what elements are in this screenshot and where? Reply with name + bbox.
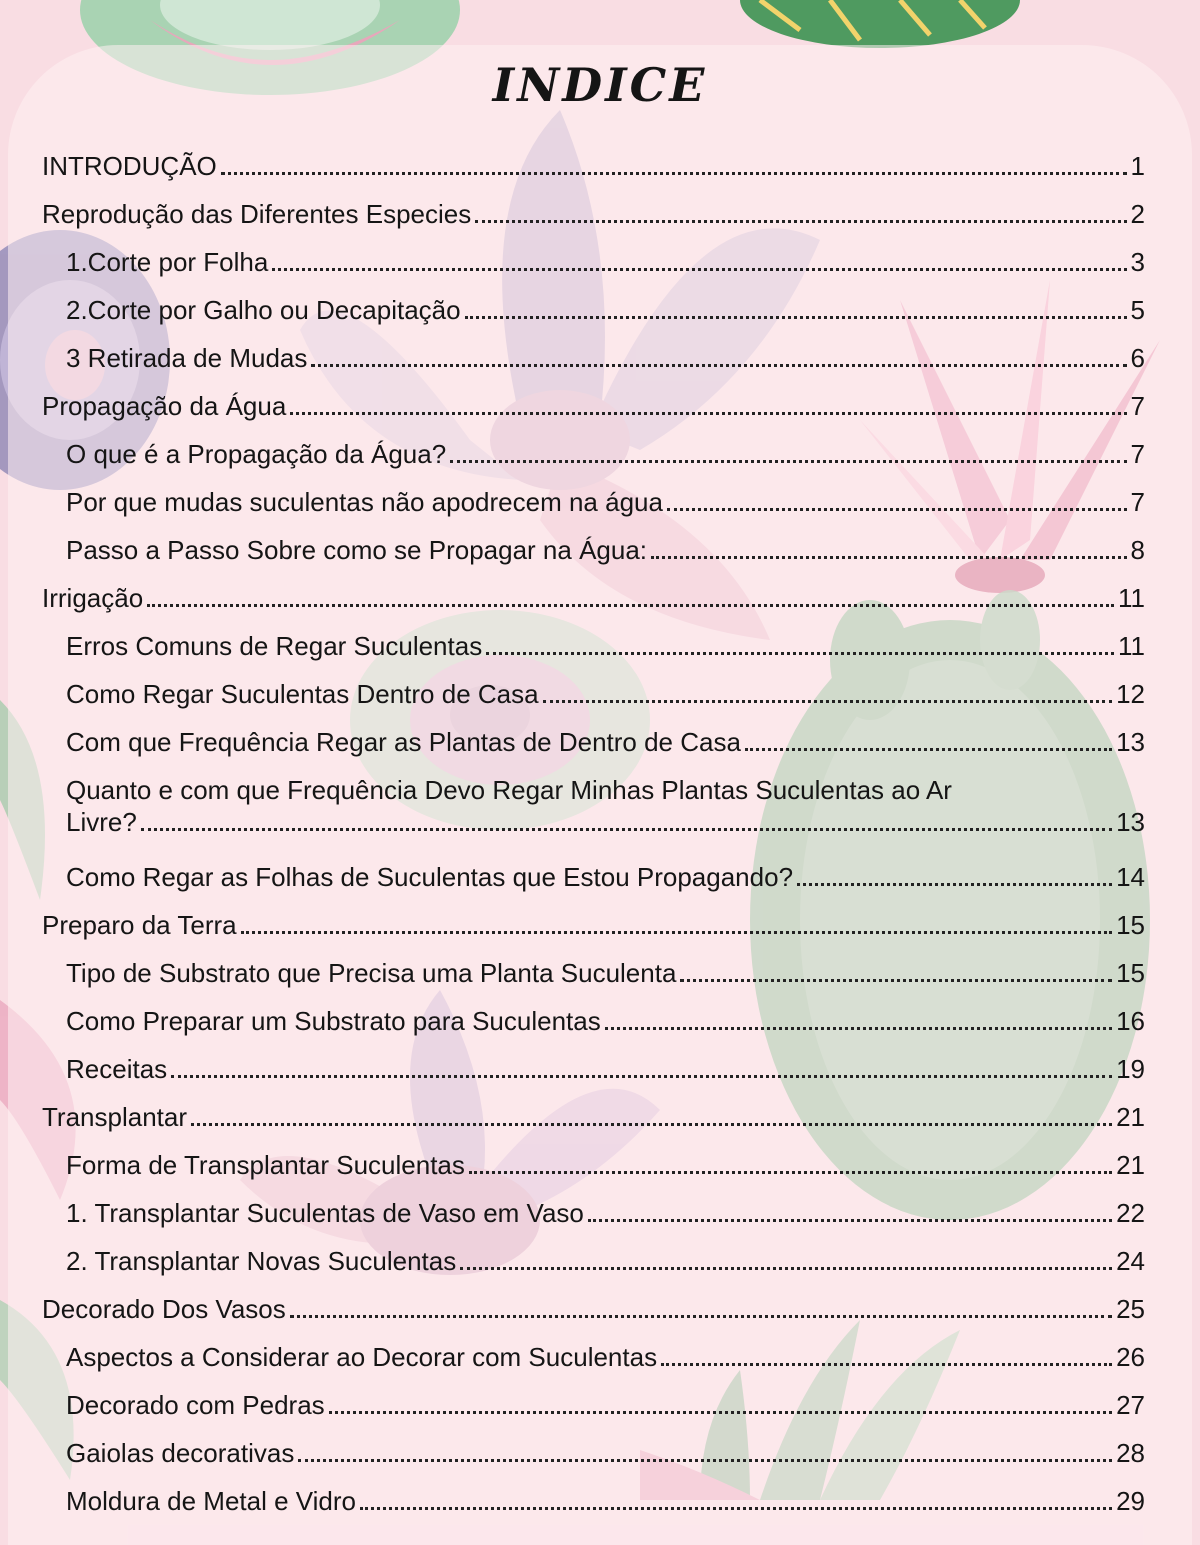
toc-entry-line <box>66 630 1145 662</box>
toc-entry[interactable] <box>42 909 1145 941</box>
dot-leader <box>469 1171 1112 1174</box>
dot-leader <box>141 828 1112 831</box>
toc-entry-page-number: 13 <box>1116 727 1145 757</box>
toc-entry-title: Aspectos a Considerar ao Decorar com Suculentas <box>66 1342 658 1372</box>
toc-entry-title: Como Regar as Folhas de Suculentas que Estou Propagando? <box>66 862 794 892</box>
dot-leader <box>360 1507 1112 1510</box>
toc-entry[interactable] <box>66 294 1145 326</box>
toc-entry-line <box>66 1437 1145 1469</box>
toc-entry-title: Com que Frequência Regar as Plantas de Dentro de Casa <box>66 727 741 757</box>
toc-entry-title: Gaiolas decorativas <box>66 1438 295 1468</box>
toc-entry-title: Preparo da Terra <box>42 910 237 940</box>
toc-entry-line <box>66 1245 1145 1277</box>
toc-entry-page-number: 13 <box>1116 807 1145 837</box>
dot-leader <box>486 652 1114 655</box>
toc-entry-title: 2. Transplantar Novas Suculentas <box>66 1246 457 1276</box>
dot-leader <box>543 700 1112 703</box>
top-cactus-illustration <box>740 0 1020 48</box>
dot-leader <box>797 883 1112 886</box>
toc-entry-title: O que é a Propagação da Água? <box>66 439 447 469</box>
toc-entry-title: Como Preparar um Substrato para Suculentas <box>66 1006 601 1036</box>
toc-entry-line <box>66 1149 1145 1181</box>
dot-leader <box>745 748 1112 751</box>
toc-entry[interactable] <box>66 774 1145 838</box>
toc-entry-line <box>66 534 1145 566</box>
toc-entry-title: Transplantar <box>42 1102 187 1132</box>
toc-entry-line <box>66 486 1145 518</box>
toc-entry-page-number: 25 <box>1116 1294 1145 1324</box>
toc-entry-title: Como Regar Suculentas Dentro de Casa <box>66 679 539 709</box>
toc-entry[interactable] <box>42 198 1145 230</box>
toc-entry-page-number: 21 <box>1116 1150 1145 1180</box>
toc-entry-line <box>66 861 1145 893</box>
toc-entry-title: Por que mudas suculentas não apodrecem na água <box>66 487 663 517</box>
toc-entry[interactable] <box>66 861 1145 893</box>
toc-entry-line <box>42 198 1145 230</box>
dot-leader <box>290 1315 1112 1318</box>
toc-entry-page-number: 7 <box>1130 391 1145 421</box>
dot-leader <box>191 1123 1112 1126</box>
toc-entry-line <box>42 582 1145 614</box>
toc-entry-page-number: 26 <box>1116 1342 1145 1372</box>
toc-entry-line <box>66 342 1145 374</box>
toc-entry[interactable] <box>66 630 1145 662</box>
toc-entry[interactable] <box>66 957 1145 989</box>
page-title: INDICE <box>492 58 708 112</box>
toc-entry[interactable] <box>66 726 1145 758</box>
dot-leader <box>667 508 1127 511</box>
toc-entry[interactable] <box>42 390 1145 422</box>
toc-entry-title: 1.Corte por Folha <box>66 247 269 277</box>
toc-entry[interactable] <box>66 1485 1145 1517</box>
toc-entry-title: Quanto e com que Frequência Devo Regar Minhas Plantas Suculentas ao Ar <box>66 775 952 805</box>
toc-entry-page-number: 1 <box>1130 151 1145 181</box>
toc-entry-page-number: 28 <box>1116 1438 1145 1468</box>
toc-entry-line <box>66 1005 1145 1037</box>
toc-entry-title: Decorado Dos Vasos <box>42 1294 286 1324</box>
toc-entry-line <box>42 909 1145 941</box>
toc-entry[interactable] <box>66 246 1145 278</box>
toc-entry-title: INTRODUÇÃO <box>42 151 217 181</box>
toc-entry[interactable] <box>66 1437 1145 1469</box>
toc-entry[interactable] <box>42 1293 1145 1325</box>
toc-entry-line <box>66 438 1145 470</box>
toc-entry-line <box>66 726 1145 758</box>
toc-entry-line <box>66 1485 1145 1517</box>
toc-entry-page-number: 15 <box>1116 910 1145 940</box>
toc-entry-page-number: 22 <box>1116 1198 1145 1228</box>
toc-entry-line <box>66 294 1145 326</box>
dot-leader <box>147 604 1114 607</box>
toc-entry-page-number: 29 <box>1116 1486 1145 1516</box>
toc-entry-title: Tipo de Substrato que Precisa uma Planta Suculenta <box>66 958 677 988</box>
toc-entry-line <box>66 1341 1145 1373</box>
toc-entry[interactable] <box>66 678 1145 710</box>
toc-entry-page-number: 21 <box>1116 1102 1145 1132</box>
toc-entry-page-number: 7 <box>1130 487 1145 517</box>
toc-entry[interactable] <box>66 1197 1145 1229</box>
dot-leader <box>311 364 1126 367</box>
toc-entry-title-continuation: Livre? <box>66 807 137 837</box>
toc-entry-title: Moldura de Metal e Vidro <box>66 1486 357 1516</box>
toc-entry-page-number: 27 <box>1116 1390 1145 1420</box>
dot-leader <box>475 220 1126 223</box>
toc-entry-page-number: 3 <box>1130 247 1145 277</box>
dot-leader <box>680 979 1112 982</box>
dot-leader <box>290 412 1126 415</box>
toc-entry[interactable] <box>66 1341 1145 1373</box>
toc-entry[interactable] <box>42 150 1145 182</box>
toc-entry[interactable] <box>42 582 1145 614</box>
dot-leader <box>241 931 1112 934</box>
toc-entry-title: 3 Retirada de Mudas <box>66 343 308 373</box>
toc-entry-page-number: 15 <box>1116 958 1145 988</box>
dot-leader <box>605 1027 1112 1030</box>
dot-leader <box>465 316 1127 319</box>
toc-entry[interactable] <box>66 1389 1145 1421</box>
toc-entry-line <box>66 1389 1145 1421</box>
toc-entry-page-number: 7 <box>1130 439 1145 469</box>
toc-entry-title: Erros Comuns de Regar Suculentas <box>66 631 483 661</box>
dot-leader <box>329 1411 1112 1414</box>
toc-entry-line <box>66 1197 1145 1229</box>
toc-entry-title: 1. Transplantar Suculentas de Vaso em Vaso <box>66 1198 584 1228</box>
toc-entry-title: Receitas <box>66 1054 168 1084</box>
dot-leader <box>171 1075 1112 1078</box>
toc-entry[interactable] <box>66 438 1145 470</box>
toc-entry-line <box>42 1101 1145 1133</box>
toc-entry-line <box>42 1293 1145 1325</box>
toc-entry[interactable] <box>66 1245 1145 1277</box>
dot-leader <box>661 1363 1112 1366</box>
dot-leader <box>272 268 1126 271</box>
toc-entry-line <box>66 806 1145 838</box>
toc-entry-page-number: 8 <box>1130 535 1145 565</box>
toc-entry[interactable] <box>42 1101 1145 1133</box>
toc-entry[interactable] <box>66 1053 1145 1085</box>
toc-entry-page-number: 5 <box>1130 295 1145 325</box>
dot-leader <box>298 1459 1112 1462</box>
toc-entry-page-number: 2 <box>1130 199 1145 229</box>
toc-entry-page-number: 12 <box>1116 679 1145 709</box>
toc-entry-page-number: 24 <box>1116 1246 1145 1276</box>
dot-leader <box>460 1267 1112 1270</box>
toc-entry-line <box>66 678 1145 710</box>
toc-entry-title: Forma de Transplantar Suculentas <box>66 1150 465 1180</box>
toc-entry-title: Irrigação <box>42 583 144 613</box>
toc-entry-page-number: 14 <box>1116 862 1145 892</box>
toc-entry-line <box>42 390 1145 422</box>
toc-entry[interactable] <box>66 1149 1145 1181</box>
toc-entry-line <box>42 150 1145 182</box>
toc-entry-title: Passo a Passo Sobre como se Propagar na Água: <box>66 535 648 565</box>
toc-entry-title: Reprodução das Diferentes Especies <box>42 199 472 229</box>
toc-entry-line <box>66 957 1145 989</box>
toc-entry-page-number: 16 <box>1116 1006 1145 1036</box>
toc-entry-line <box>66 246 1145 278</box>
toc-entry-page-number: 6 <box>1130 343 1145 373</box>
toc-entry[interactable] <box>66 486 1145 518</box>
toc-entry[interactable] <box>66 534 1145 566</box>
toc-entry-line <box>66 1053 1145 1085</box>
toc-entry-title: Decorado com Pedras <box>66 1390 325 1420</box>
toc-entry-title: Propagação da Água <box>42 391 287 421</box>
toc-entry-page-number: 19 <box>1116 1054 1145 1084</box>
toc-entry[interactable] <box>66 342 1145 374</box>
dot-leader <box>588 1219 1112 1222</box>
toc-entry-page-number: 11 <box>1118 631 1145 661</box>
toc-entry-page-number: 11 <box>1118 583 1145 613</box>
toc-entry-title: 2.Corte por Galho ou Decapitação <box>66 295 461 325</box>
toc-entry[interactable] <box>66 1005 1145 1037</box>
dot-leader <box>450 460 1126 463</box>
dot-leader <box>221 172 1127 175</box>
dot-leader <box>651 556 1127 559</box>
